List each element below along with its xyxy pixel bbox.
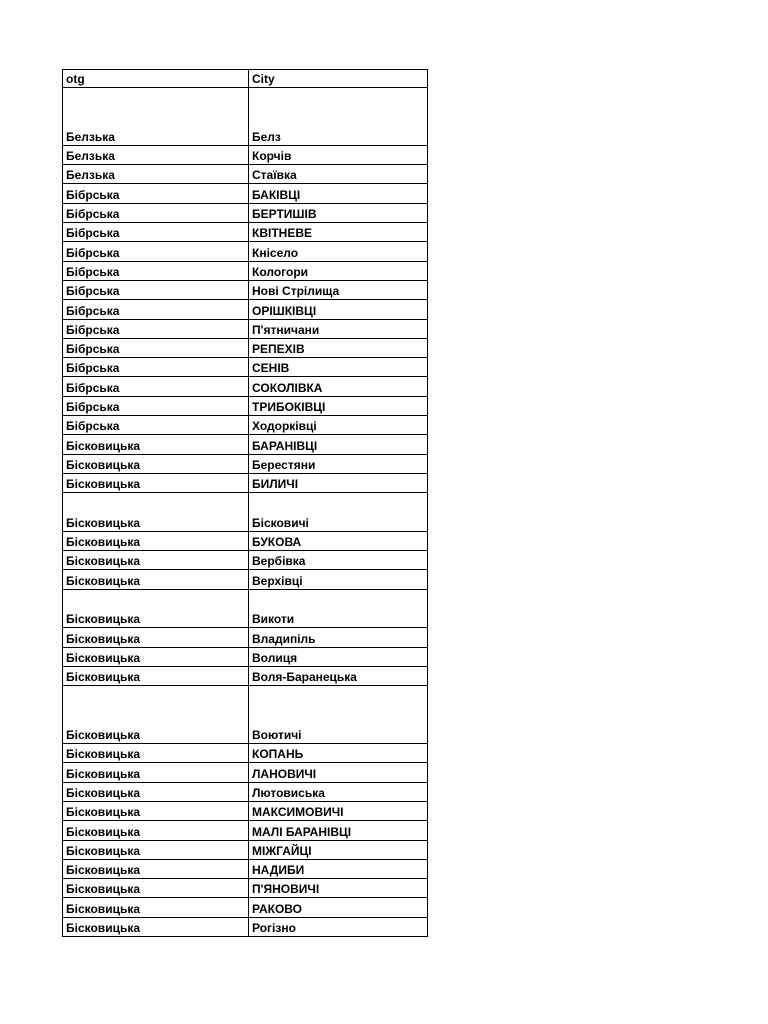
table-row xyxy=(63,744,428,763)
table-row xyxy=(63,879,428,898)
cell-city: Лютовиська xyxy=(249,782,428,801)
cell-city: БАРАНІВЦІ xyxy=(249,435,428,454)
cell-otg: Бісковицька xyxy=(63,782,249,801)
cell-city: НАДИБИ xyxy=(249,859,428,878)
cell-city: МІЖГАЙЦІ xyxy=(249,840,428,859)
table-row xyxy=(63,165,428,184)
cell-city: СОКОЛІВКА xyxy=(249,377,428,396)
header-otg: otg xyxy=(63,70,249,88)
cell-city: Белз xyxy=(249,88,428,146)
cell-city: РЕПЕХІВ xyxy=(249,338,428,357)
cell-otg: Бібрська xyxy=(63,416,249,435)
cell-city: ОРІШКІВЦІ xyxy=(249,300,428,319)
cell-city: КОПАНЬ xyxy=(249,744,428,763)
cell-city: Бісковичі xyxy=(249,493,428,532)
cell-otg: Бісковицька xyxy=(63,763,249,782)
cell-otg: Бісковицька xyxy=(63,686,249,744)
header-city: City xyxy=(249,70,428,88)
cell-otg: Бісковицька xyxy=(63,840,249,859)
cell-city: РАКОВО xyxy=(249,898,428,917)
table-row xyxy=(63,821,428,840)
table-row xyxy=(63,88,428,146)
table-row xyxy=(63,801,428,820)
table-row xyxy=(63,551,428,570)
cell-otg: Бісковицька xyxy=(63,435,249,454)
cell-otg: Бібрська xyxy=(63,261,249,280)
table-row xyxy=(63,338,428,357)
table-body xyxy=(63,70,428,937)
table-row xyxy=(63,261,428,280)
cell-city: СЕНІВ xyxy=(249,358,428,377)
cell-otg: Бісковицька xyxy=(63,589,249,628)
table-row xyxy=(63,454,428,473)
table-row xyxy=(63,782,428,801)
table-row xyxy=(63,570,428,589)
table-row xyxy=(63,223,428,242)
cell-otg: Бісковицька xyxy=(63,859,249,878)
cell-otg: Бісковицька xyxy=(63,917,249,936)
cell-otg: Бісковицька xyxy=(63,744,249,763)
cell-otg: Бісковицька xyxy=(63,570,249,589)
cell-city: П'ЯНОВИЧІ xyxy=(249,879,428,898)
cell-otg: Бібрська xyxy=(63,184,249,203)
cell-city: БЕРТИШІВ xyxy=(249,203,428,222)
cell-otg: Бісковицька xyxy=(63,801,249,820)
cell-city: БИЛИЧІ xyxy=(249,473,428,492)
table-row xyxy=(63,589,428,628)
cell-otg: Бібрська xyxy=(63,377,249,396)
cell-otg: Бісковицька xyxy=(63,647,249,666)
cell-otg: Бісковицька xyxy=(63,493,249,532)
cell-city: Нові Стрілища xyxy=(249,280,428,299)
table-row xyxy=(63,300,428,319)
table-row xyxy=(63,184,428,203)
cell-otg: Белзька xyxy=(63,145,249,164)
cell-city: Воля-Баранецька xyxy=(249,666,428,685)
table-row xyxy=(63,493,428,532)
cell-city: МАЛІ БАРАНІВЦІ xyxy=(249,821,428,840)
cell-city: Берестяни xyxy=(249,454,428,473)
table-row xyxy=(63,647,428,666)
cell-otg: Бібрська xyxy=(63,300,249,319)
cell-otg: Бісковицька xyxy=(63,666,249,685)
cell-otg: Бісковицька xyxy=(63,531,249,550)
cell-city: Рогізно xyxy=(249,917,428,936)
cell-city: Стаївка xyxy=(249,165,428,184)
table-row xyxy=(63,416,428,435)
table-row xyxy=(63,242,428,261)
cell-otg: Белзька xyxy=(63,165,249,184)
cell-otg: Бісковицька xyxy=(63,821,249,840)
cell-otg: Бібрська xyxy=(63,319,249,338)
cell-city: Викоти xyxy=(249,589,428,628)
table-row xyxy=(63,203,428,222)
data-table xyxy=(62,69,428,937)
cell-otg: Белзька xyxy=(63,88,249,146)
cell-otg: Бісковицька xyxy=(63,879,249,898)
cell-city: Кологори xyxy=(249,261,428,280)
cell-city: Ходорківці xyxy=(249,416,428,435)
cell-city: Кнісело xyxy=(249,242,428,261)
table-row xyxy=(63,840,428,859)
cell-otg: Бібрська xyxy=(63,280,249,299)
cell-city: БАКІВЦІ xyxy=(249,184,428,203)
cell-city: П'ятничани xyxy=(249,319,428,338)
cell-city: ТРИБОКІВЦІ xyxy=(249,396,428,415)
cell-otg: Бісковицька xyxy=(63,551,249,570)
cell-city: Верхівці xyxy=(249,570,428,589)
table-row xyxy=(63,763,428,782)
cell-otg: Бісковицька xyxy=(63,898,249,917)
table-row xyxy=(63,396,428,415)
table-row xyxy=(63,917,428,936)
cell-otg: Бісковицька xyxy=(63,628,249,647)
cell-city: Волиця xyxy=(249,647,428,666)
cell-otg: Бібрська xyxy=(63,396,249,415)
cell-otg: Бібрська xyxy=(63,338,249,357)
cell-city: БУКОВА xyxy=(249,531,428,550)
cell-city: Вербівка xyxy=(249,551,428,570)
cell-otg: Бібрська xyxy=(63,223,249,242)
cell-city: Владипіль xyxy=(249,628,428,647)
table-row xyxy=(63,531,428,550)
cell-otg: Бібрська xyxy=(63,203,249,222)
cell-city: КВІТНЕВЕ xyxy=(249,223,428,242)
table-row xyxy=(63,859,428,878)
table-row xyxy=(63,686,428,744)
cell-city: ЛАНОВИЧІ xyxy=(249,763,428,782)
table-row xyxy=(63,319,428,338)
table-row xyxy=(63,666,428,685)
table-row xyxy=(63,898,428,917)
cell-city: Корчів xyxy=(249,145,428,164)
cell-otg: Бібрська xyxy=(63,242,249,261)
cell-otg: Бісковицька xyxy=(63,473,249,492)
table-row xyxy=(63,473,428,492)
table-row xyxy=(63,377,428,396)
cell-city: Воютичі xyxy=(249,686,428,744)
cell-otg: Бісковицька xyxy=(63,454,249,473)
table-row xyxy=(63,145,428,164)
table-row xyxy=(63,435,428,454)
table-row xyxy=(63,280,428,299)
table-row xyxy=(63,628,428,647)
cell-city: МАКСИМОВИЧІ xyxy=(249,801,428,820)
table-row xyxy=(63,358,428,377)
header-row xyxy=(63,70,428,88)
cell-otg: Бібрська xyxy=(63,358,249,377)
